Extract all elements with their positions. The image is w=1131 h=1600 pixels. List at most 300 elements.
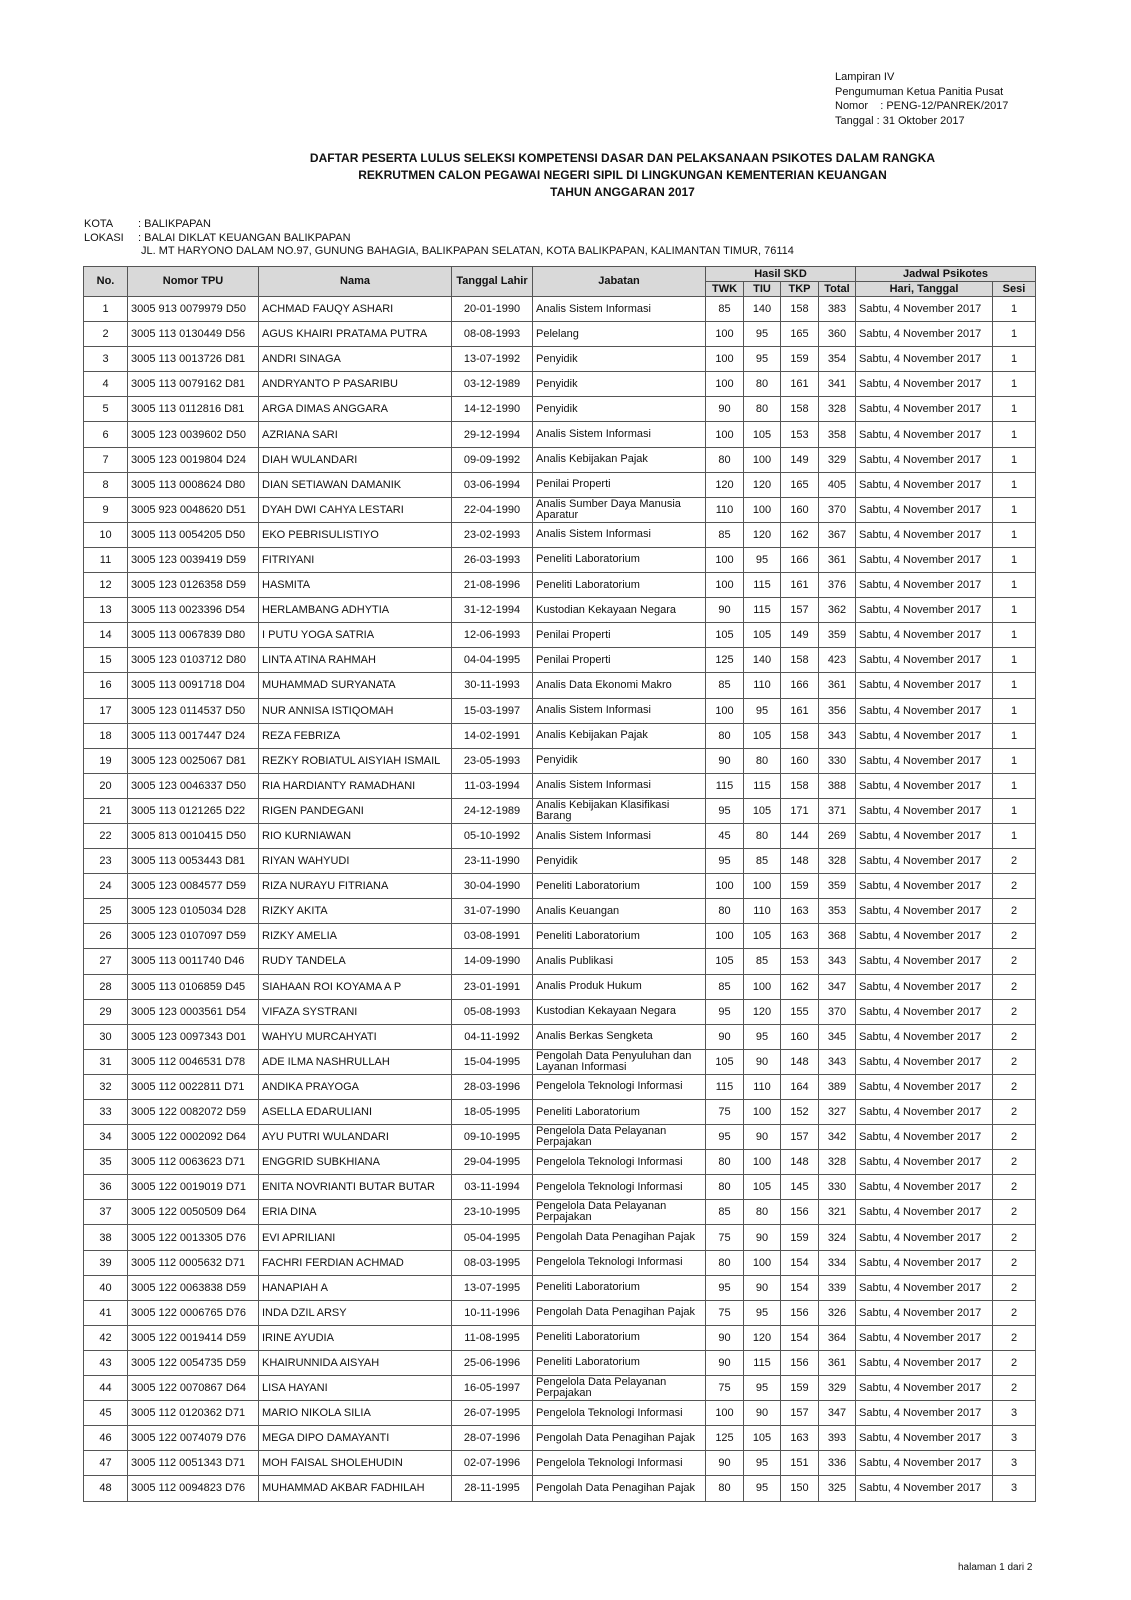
cell-tkp: 145 xyxy=(781,1175,819,1200)
cell-no: 26 xyxy=(84,924,128,949)
cell-no: 35 xyxy=(84,1150,128,1175)
cell-birth-date: 26-03-1993 xyxy=(452,547,533,572)
cell-tiu: 95 xyxy=(744,1300,781,1325)
cell-birth-date: 04-11-1992 xyxy=(452,1024,533,1049)
cell-schedule-day: Sabtu, 4 November 2017 xyxy=(856,447,993,472)
cell-name: VIFAZA SYSTRANI xyxy=(259,999,452,1024)
cell-session: 1 xyxy=(993,798,1036,823)
table-row xyxy=(84,573,1036,598)
cell-session: 2 xyxy=(993,1376,1036,1401)
cell-total: 327 xyxy=(819,1100,856,1125)
attachment-line: Tanggal : 31 Oktober 2017 xyxy=(835,114,965,127)
cell-birth-date: 25-06-1996 xyxy=(452,1350,533,1375)
cell-total: 359 xyxy=(819,623,856,648)
cell-tkp: 163 xyxy=(781,899,819,924)
table-body xyxy=(84,297,1036,1502)
cell-position: Penilai Properti xyxy=(533,648,706,673)
cell-twk: 100 xyxy=(706,422,744,447)
cell-session: 1 xyxy=(993,823,1036,848)
cell-tiu: 105 xyxy=(744,924,781,949)
cell-no: 22 xyxy=(84,823,128,848)
table-row xyxy=(84,648,1036,673)
cell-tkp: 166 xyxy=(781,673,819,698)
cell-twk: 100 xyxy=(706,698,744,723)
cell-tpu-number: 3005 112 0120362 D71 xyxy=(128,1401,259,1426)
cell-twk: 105 xyxy=(706,623,744,648)
cell-name: I PUTU YOGA SATRIA xyxy=(259,623,452,648)
cell-position: Pengelola Teknologi Informasi xyxy=(533,1074,706,1099)
cell-tpu-number: 3005 112 0094823 D76 xyxy=(128,1476,259,1501)
cell-session: 3 xyxy=(993,1401,1036,1426)
cell-twk: 100 xyxy=(706,372,744,397)
cell-no: 27 xyxy=(84,949,128,974)
cell-schedule-day: Sabtu, 4 November 2017 xyxy=(856,1125,993,1150)
cell-tiu: 100 xyxy=(744,497,781,522)
cell-tpu-number: 3005 112 0046531 D78 xyxy=(128,1049,259,1074)
table-row xyxy=(84,447,1036,472)
cell-name: DIAH WULANDARI xyxy=(259,447,452,472)
cell-tpu-number: 3005 122 0070867 D64 xyxy=(128,1376,259,1401)
cell-total: 354 xyxy=(819,347,856,372)
table-row xyxy=(84,497,1036,522)
cell-tiu: 95 xyxy=(744,1451,781,1476)
cell-tiu: 95 xyxy=(744,547,781,572)
cell-twk: 115 xyxy=(706,1074,744,1099)
cell-tpu-number: 3005 122 0006765 D76 xyxy=(128,1300,259,1325)
cell-total: 358 xyxy=(819,422,856,447)
cell-tiu: 90 xyxy=(744,1225,781,1250)
cell-session: 1 xyxy=(993,372,1036,397)
cell-session: 1 xyxy=(993,497,1036,522)
cell-name: HERLAMBANG ADHYTIA xyxy=(259,598,452,623)
cell-total: 321 xyxy=(819,1200,856,1225)
table-row xyxy=(84,1350,1036,1375)
cell-schedule-day: Sabtu, 4 November 2017 xyxy=(856,748,993,773)
cell-tiu: 100 xyxy=(744,974,781,999)
table-row xyxy=(84,999,1036,1024)
cell-twk: 115 xyxy=(706,773,744,798)
cell-tkp: 158 xyxy=(781,397,819,422)
cell-name: DYAH DWI CAHYA LESTARI xyxy=(259,497,452,522)
cell-tkp: 166 xyxy=(781,547,819,572)
cell-schedule-day: Sabtu, 4 November 2017 xyxy=(856,623,993,648)
cell-birth-date: 26-07-1995 xyxy=(452,1401,533,1426)
cell-tiu: 95 xyxy=(744,1376,781,1401)
cell-total: 361 xyxy=(819,673,856,698)
cell-twk: 90 xyxy=(706,1350,744,1375)
cell-twk: 75 xyxy=(706,1100,744,1125)
cell-tpu-number: 3005 123 0046337 D50 xyxy=(128,773,259,798)
cell-schedule-day: Sabtu, 4 November 2017 xyxy=(856,1074,993,1099)
cell-position: Pengolah Data Penyuluhan dan Layanan Informasi xyxy=(533,1049,706,1074)
cell-tkp: 156 xyxy=(781,1200,819,1225)
cell-tpu-number: 3005 113 0053443 D81 xyxy=(128,849,259,874)
cell-name: ASELLA EDARULIANI xyxy=(259,1100,452,1125)
cell-name: DIAN SETIAWAN DAMANIK xyxy=(259,472,452,497)
page-number: halaman 1 dari 2 xyxy=(958,1562,1033,1573)
cell-schedule-day: Sabtu, 4 November 2017 xyxy=(856,1451,993,1476)
cell-tiu: 90 xyxy=(744,1275,781,1300)
cell-total: 328 xyxy=(819,849,856,874)
cell-position: Analis Sistem Informasi xyxy=(533,773,706,798)
cell-total: 329 xyxy=(819,447,856,472)
cell-birth-date: 20-01-1990 xyxy=(452,297,533,322)
cell-schedule-day: Sabtu, 4 November 2017 xyxy=(856,397,993,422)
cell-tpu-number: 3005 113 0091718 D04 xyxy=(128,673,259,698)
cell-session: 2 xyxy=(993,999,1036,1024)
cell-tkp: 160 xyxy=(781,497,819,522)
cell-session: 1 xyxy=(993,773,1036,798)
table-row xyxy=(84,673,1036,698)
cell-tkp: 152 xyxy=(781,1100,819,1125)
document-title xyxy=(0,150,1131,201)
cell-no: 43 xyxy=(84,1350,128,1375)
table-header xyxy=(84,267,1036,297)
cell-twk: 100 xyxy=(706,1401,744,1426)
cell-name: MUHAMMAD AKBAR FADHILAH xyxy=(259,1476,452,1501)
attachment-line: Nomor : PENG-12/PANREK/2017 xyxy=(835,100,1009,112)
title-line: REKRUTMEN CALON PEGAWAI NEGERI SIPIL DI LINGKUNGAN KEMENTERIAN KEUANGAN xyxy=(358,168,887,182)
cell-tpu-number: 3005 122 0054735 D59 xyxy=(128,1350,259,1375)
cell-position: Penyidik xyxy=(533,372,706,397)
header-tkp: TKP xyxy=(781,282,819,297)
cell-schedule-day: Sabtu, 4 November 2017 xyxy=(856,1325,993,1350)
cell-name: RIZA NURAYU FITRIANA xyxy=(259,874,452,899)
cell-tkp: 157 xyxy=(781,598,819,623)
cell-total: 388 xyxy=(819,773,856,798)
cell-total: 326 xyxy=(819,1300,856,1325)
cell-tiu: 80 xyxy=(744,397,781,422)
cell-tkp: 148 xyxy=(781,849,819,874)
cell-schedule-day: Sabtu, 4 November 2017 xyxy=(856,497,993,522)
cell-session: 3 xyxy=(993,1476,1036,1501)
attachment-line: Pengumuman Ketua Panitia Pusat xyxy=(835,85,1004,98)
cell-position: Penyidik xyxy=(533,397,706,422)
cell-no: 34 xyxy=(84,1125,128,1150)
cell-total: 383 xyxy=(819,297,856,322)
cell-total: 393 xyxy=(819,1426,856,1451)
place-value: : BALAI DIKLAT KEUANGAN BALIKPAPAN xyxy=(138,231,351,244)
cell-birth-date: 13-07-1992 xyxy=(452,347,533,372)
cell-name: WAHYU MURCAHYATI xyxy=(259,1024,452,1049)
cell-position: Pelelang xyxy=(533,322,706,347)
cell-tkp: 161 xyxy=(781,573,819,598)
cell-total: 361 xyxy=(819,1350,856,1375)
cell-tpu-number: 3005 113 0013726 D81 xyxy=(128,347,259,372)
header-total: Total xyxy=(819,282,856,297)
cell-schedule-day: Sabtu, 4 November 2017 xyxy=(856,522,993,547)
cell-name: RIGEN PANDEGANI xyxy=(259,798,452,823)
cell-tpu-number: 3005 123 0114537 D50 xyxy=(128,698,259,723)
cell-no: 24 xyxy=(84,874,128,899)
cell-tiu: 110 xyxy=(744,673,781,698)
cell-total: 364 xyxy=(819,1325,856,1350)
cell-tpu-number: 3005 123 0126358 D59 xyxy=(128,573,259,598)
cell-birth-date: 09-10-1995 xyxy=(452,1125,533,1150)
table-row xyxy=(84,1049,1036,1074)
cell-tkp: 151 xyxy=(781,1451,819,1476)
cell-schedule-day: Sabtu, 4 November 2017 xyxy=(856,949,993,974)
cell-tpu-number: 3005 113 0106859 D45 xyxy=(128,974,259,999)
cell-total: 371 xyxy=(819,798,856,823)
cell-total: 330 xyxy=(819,1175,856,1200)
cell-twk: 75 xyxy=(706,1376,744,1401)
cell-birth-date: 05-10-1992 xyxy=(452,823,533,848)
table-row xyxy=(84,598,1036,623)
cell-tiu: 100 xyxy=(744,1100,781,1125)
cell-tkp: 162 xyxy=(781,522,819,547)
cell-twk: 90 xyxy=(706,598,744,623)
cell-no: 14 xyxy=(84,623,128,648)
cell-position: Analis Sistem Informasi xyxy=(533,297,706,322)
cell-total: 368 xyxy=(819,924,856,949)
cell-position: Peneliti Laboratorium xyxy=(533,547,706,572)
cell-tkp: 162 xyxy=(781,974,819,999)
address-row: JL. MT HARYONO DALAM NO.97, GUNUNG BAHAGIA, BALIKPAPAN SELATAN, KOTA BALIKPAPAN, KALIMANTAN TIMUR, 76114 xyxy=(141,245,794,257)
cell-tpu-number: 3005 123 0039419 D59 xyxy=(128,547,259,572)
table-row xyxy=(84,974,1036,999)
cell-schedule-day: Sabtu, 4 November 2017 xyxy=(856,648,993,673)
table-row xyxy=(84,1225,1036,1250)
cell-no: 5 xyxy=(84,397,128,422)
cell-birth-date: 30-11-1993 xyxy=(452,673,533,698)
cell-session: 2 xyxy=(993,1024,1036,1049)
cell-tpu-number: 3005 113 0008624 D80 xyxy=(128,472,259,497)
cell-tpu-number: 3005 113 0023396 D54 xyxy=(128,598,259,623)
cell-tkp: 165 xyxy=(781,472,819,497)
cell-session: 2 xyxy=(993,1074,1036,1099)
cell-total: 370 xyxy=(819,999,856,1024)
cell-birth-date: 11-03-1994 xyxy=(452,773,533,798)
cell-twk: 110 xyxy=(706,497,744,522)
cell-birth-date: 09-09-1992 xyxy=(452,447,533,472)
location-block xyxy=(84,218,794,259)
cell-schedule-day: Sabtu, 4 November 2017 xyxy=(856,999,993,1024)
cell-birth-date: 30-04-1990 xyxy=(452,874,533,899)
cell-no: 39 xyxy=(84,1250,128,1275)
cell-twk: 95 xyxy=(706,1125,744,1150)
cell-position: Pengolah Data Penagihan Pajak xyxy=(533,1476,706,1501)
table-row xyxy=(84,823,1036,848)
cell-position: Peneliti Laboratorium xyxy=(533,874,706,899)
cell-session: 2 xyxy=(993,1175,1036,1200)
cell-session: 2 xyxy=(993,1049,1036,1074)
header-no: No. xyxy=(84,267,128,297)
cell-name: NUR ANNISA ISTIQOMAH xyxy=(259,698,452,723)
cell-twk: 95 xyxy=(706,798,744,823)
cell-session: 2 xyxy=(993,1225,1036,1250)
cell-tkp: 157 xyxy=(781,1401,819,1426)
cell-schedule-day: Sabtu, 4 November 2017 xyxy=(856,372,993,397)
cell-schedule-day: Sabtu, 4 November 2017 xyxy=(856,598,993,623)
cell-position: Pengelola Data Pelayanan Perpajakan xyxy=(533,1200,706,1225)
cell-birth-date: 03-06-1994 xyxy=(452,472,533,497)
cell-tiu: 90 xyxy=(744,1401,781,1426)
cell-schedule-day: Sabtu, 4 November 2017 xyxy=(856,1401,993,1426)
cell-total: 376 xyxy=(819,573,856,598)
cell-no: 31 xyxy=(84,1049,128,1074)
cell-schedule-day: Sabtu, 4 November 2017 xyxy=(856,322,993,347)
city-row xyxy=(84,218,794,232)
table-row xyxy=(84,899,1036,924)
cell-total: 347 xyxy=(819,974,856,999)
cell-total: 269 xyxy=(819,823,856,848)
cell-tkp: 161 xyxy=(781,698,819,723)
cell-position: Peneliti Laboratorium xyxy=(533,1275,706,1300)
cell-tkp: 163 xyxy=(781,1426,819,1451)
cell-tpu-number: 3005 923 0048620 D51 xyxy=(128,497,259,522)
cell-name: REZA FEBRIZA xyxy=(259,723,452,748)
cell-no: 47 xyxy=(84,1451,128,1476)
cell-tiu: 90 xyxy=(744,1125,781,1150)
table-row xyxy=(84,1100,1036,1125)
cell-tpu-number: 3005 122 0019019 D71 xyxy=(128,1175,259,1200)
cell-birth-date: 14-02-1991 xyxy=(452,723,533,748)
cell-twk: 80 xyxy=(706,447,744,472)
cell-position: Pengelola Data Pelayanan Perpajakan xyxy=(533,1376,706,1401)
table-row xyxy=(84,924,1036,949)
cell-birth-date: 16-05-1997 xyxy=(452,1376,533,1401)
table-row xyxy=(84,522,1036,547)
cell-schedule-day: Sabtu, 4 November 2017 xyxy=(856,1426,993,1451)
results-table xyxy=(83,266,1036,1502)
cell-name: AGUS KHAIRI PRATAMA PUTRA xyxy=(259,322,452,347)
cell-total: 343 xyxy=(819,949,856,974)
cell-birth-date: 24-12-1989 xyxy=(452,798,533,823)
cell-tkp: 159 xyxy=(781,347,819,372)
cell-session: 1 xyxy=(993,472,1036,497)
table-row xyxy=(84,1275,1036,1300)
cell-session: 1 xyxy=(993,522,1036,547)
cell-birth-date: 31-12-1994 xyxy=(452,598,533,623)
cell-no: 33 xyxy=(84,1100,128,1125)
cell-no: 20 xyxy=(84,773,128,798)
cell-tiu: 105 xyxy=(744,1175,781,1200)
cell-tpu-number: 3005 123 0003561 D54 xyxy=(128,999,259,1024)
cell-twk: 85 xyxy=(706,297,744,322)
cell-tpu-number: 3005 112 0063623 D71 xyxy=(128,1150,259,1175)
cell-no: 25 xyxy=(84,899,128,924)
cell-name: IRINE AYUDIA xyxy=(259,1325,452,1350)
cell-position: Analis Publikasi xyxy=(533,949,706,974)
cell-tpu-number: 3005 122 0019414 D59 xyxy=(128,1325,259,1350)
cell-tpu-number: 3005 113 0112816 D81 xyxy=(128,397,259,422)
cell-total: 341 xyxy=(819,372,856,397)
cell-tiu: 110 xyxy=(744,1074,781,1099)
table-row xyxy=(84,1175,1036,1200)
table-row xyxy=(84,1300,1036,1325)
cell-position: Pengelola Teknologi Informasi xyxy=(533,1451,706,1476)
header-name: Nama xyxy=(259,267,452,297)
cell-total: 343 xyxy=(819,723,856,748)
cell-birth-date: 23-05-1993 xyxy=(452,748,533,773)
cell-tiu: 80 xyxy=(744,372,781,397)
cell-position: Analis Sumber Daya Manusia Aparatur xyxy=(533,497,706,522)
cell-session: 2 xyxy=(993,949,1036,974)
cell-tiu: 115 xyxy=(744,1350,781,1375)
cell-birth-date: 22-04-1990 xyxy=(452,497,533,522)
cell-tkp: 164 xyxy=(781,1074,819,1099)
cell-twk: 100 xyxy=(706,547,744,572)
cell-tpu-number: 3005 123 0105034 D28 xyxy=(128,899,259,924)
cell-birth-date: 10-11-1996 xyxy=(452,1300,533,1325)
cell-position: Peneliti Laboratorium xyxy=(533,1100,706,1125)
cell-tiu: 80 xyxy=(744,823,781,848)
cell-total: 328 xyxy=(819,397,856,422)
cell-position: Peneliti Laboratorium xyxy=(533,1325,706,1350)
cell-tiu: 100 xyxy=(744,1250,781,1275)
cell-total: 405 xyxy=(819,472,856,497)
cell-no: 23 xyxy=(84,849,128,874)
cell-total: 336 xyxy=(819,1451,856,1476)
cell-no: 10 xyxy=(84,522,128,547)
cell-birth-date: 12-06-1993 xyxy=(452,623,533,648)
cell-session: 2 xyxy=(993,1200,1036,1225)
cell-tkp: 149 xyxy=(781,447,819,472)
cell-tiu: 120 xyxy=(744,522,781,547)
cell-birth-date: 23-02-1993 xyxy=(452,522,533,547)
cell-birth-date: 13-07-1995 xyxy=(452,1275,533,1300)
cell-tiu: 115 xyxy=(744,573,781,598)
cell-tpu-number: 3005 113 0079162 D81 xyxy=(128,372,259,397)
header-tpu: Nomor TPU xyxy=(128,267,259,297)
cell-schedule-day: Sabtu, 4 November 2017 xyxy=(856,899,993,924)
cell-twk: 75 xyxy=(706,1225,744,1250)
cell-no: 46 xyxy=(84,1426,128,1451)
cell-tpu-number: 3005 113 0017447 D24 xyxy=(128,723,259,748)
cell-no: 32 xyxy=(84,1074,128,1099)
cell-twk: 85 xyxy=(706,974,744,999)
cell-position: Pengelola Teknologi Informasi xyxy=(533,1401,706,1426)
cell-schedule-day: Sabtu, 4 November 2017 xyxy=(856,698,993,723)
cell-tkp: 158 xyxy=(781,773,819,798)
cell-schedule-day: Sabtu, 4 November 2017 xyxy=(856,924,993,949)
cell-position: Pengolah Data Penagihan Pajak xyxy=(533,1300,706,1325)
cell-total: 342 xyxy=(819,1125,856,1150)
cell-tkp: 156 xyxy=(781,1300,819,1325)
table-row xyxy=(84,698,1036,723)
cell-session: 2 xyxy=(993,974,1036,999)
cell-schedule-day: Sabtu, 4 November 2017 xyxy=(856,1024,993,1049)
cell-schedule-day: Sabtu, 4 November 2017 xyxy=(856,1376,993,1401)
cell-no: 2 xyxy=(84,322,128,347)
cell-session: 2 xyxy=(993,1100,1036,1125)
cell-birth-date: 03-12-1989 xyxy=(452,372,533,397)
cell-twk: 85 xyxy=(706,1200,744,1225)
cell-tiu: 115 xyxy=(744,598,781,623)
cell-no: 7 xyxy=(84,447,128,472)
cell-session: 1 xyxy=(993,397,1036,422)
cell-twk: 80 xyxy=(706,1476,744,1501)
cell-total: 347 xyxy=(819,1401,856,1426)
cell-name: FACHRI FERDIAN ACHMAD xyxy=(259,1250,452,1275)
table-row xyxy=(84,949,1036,974)
cell-name: ARGA DIMAS ANGGARA xyxy=(259,397,452,422)
cell-session: 2 xyxy=(993,899,1036,924)
cell-position: Analis Sistem Informasi xyxy=(533,698,706,723)
cell-birth-date: 14-12-1990 xyxy=(452,397,533,422)
table-row xyxy=(84,1401,1036,1426)
cell-session: 2 xyxy=(993,924,1036,949)
cell-twk: 100 xyxy=(706,573,744,598)
cell-birth-date: 04-04-1995 xyxy=(452,648,533,673)
cell-birth-date: 29-12-1994 xyxy=(452,422,533,447)
cell-name: LINTA ATINA RAHMAH xyxy=(259,648,452,673)
cell-session: 1 xyxy=(993,573,1036,598)
cell-position: Penyidik xyxy=(533,748,706,773)
header-day: Hari, Tanggal xyxy=(856,282,993,297)
cell-schedule-day: Sabtu, 4 November 2017 xyxy=(856,573,993,598)
